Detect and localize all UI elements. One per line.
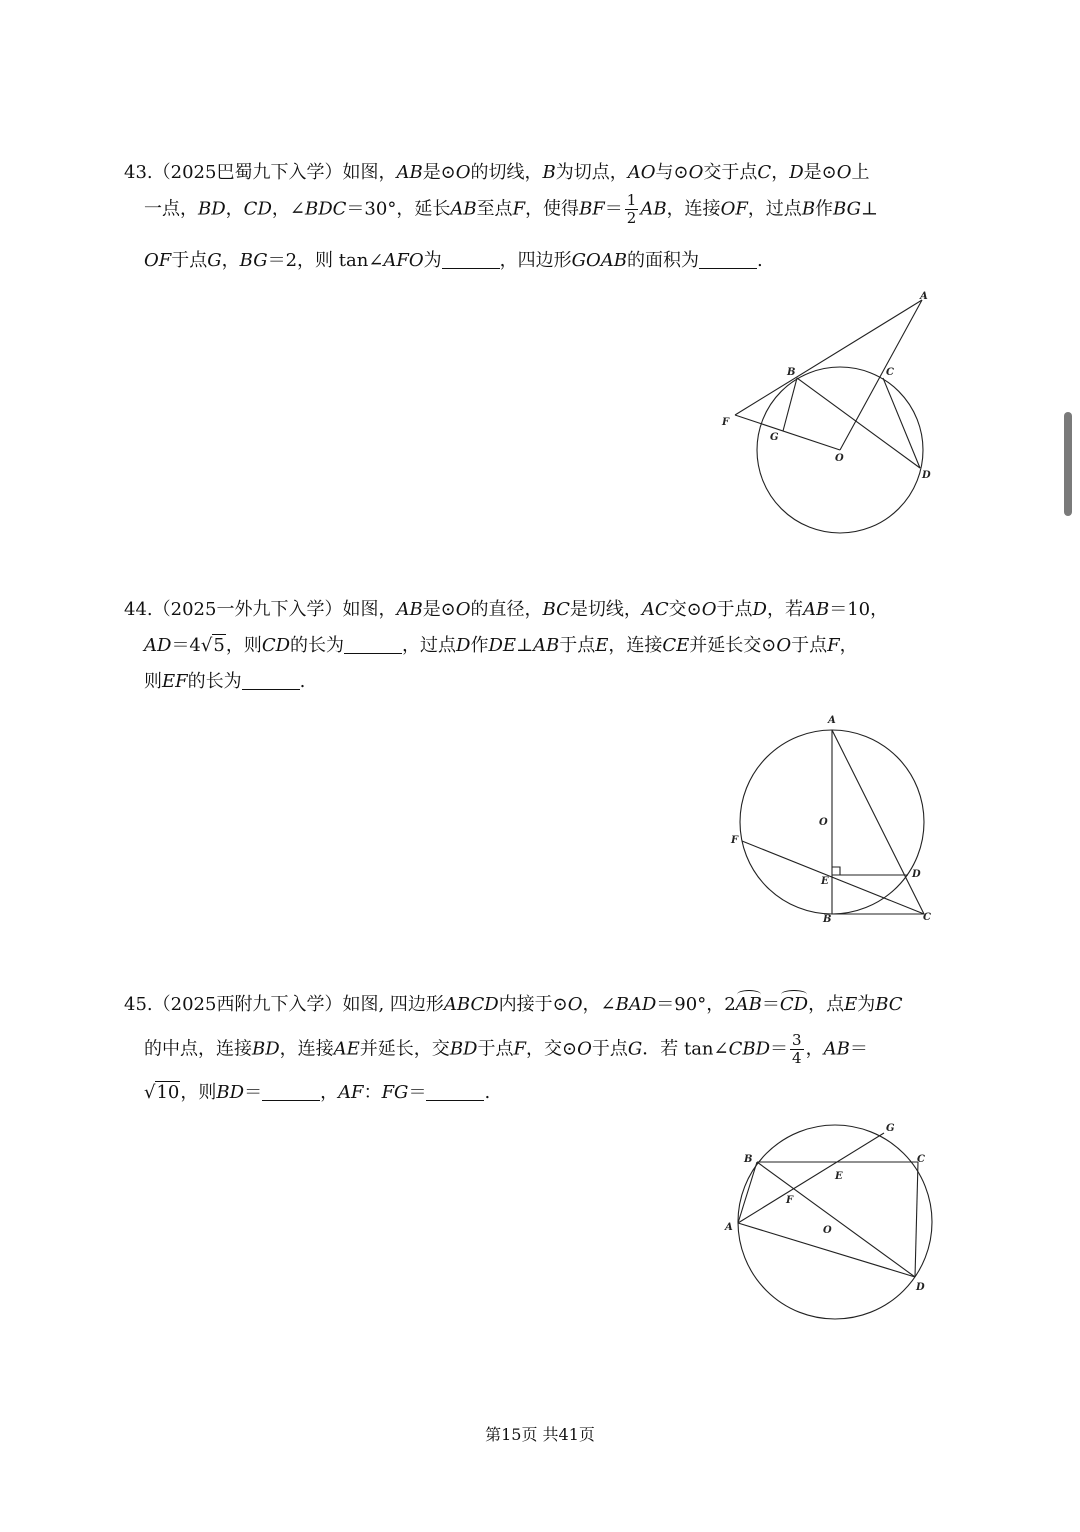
question-45-line-2: 的中点，连接BD，连接AE并延长，交BD于点F，交⊙O于点G．若 tan∠CBD＝ $\frac{3}{4}$ ，AB＝ xyxy=(144,1031,868,1067)
question-43-line-3: OF于点G，BG＝2，则 tan∠AFO为 ，四边形GOAB的面积为 . xyxy=(144,250,763,271)
circle-o xyxy=(738,1125,932,1319)
question-44-line-3: 则EF的长为 . xyxy=(144,671,306,692)
point-label: O xyxy=(819,817,828,828)
line-ag xyxy=(738,1133,884,1223)
figure-43 xyxy=(700,285,960,545)
line-fo xyxy=(735,415,840,450)
point-label: D xyxy=(912,869,921,880)
point-label: G xyxy=(886,1123,895,1134)
question-number: 43 xyxy=(124,162,147,183)
point-label: A xyxy=(920,291,928,302)
answer-blank xyxy=(699,250,757,269)
point-label: B xyxy=(787,367,796,378)
point-label: A xyxy=(828,715,836,726)
point-label: C xyxy=(923,912,931,923)
point-label: E xyxy=(835,1171,843,1182)
question-source: （2025巴蜀九下入学） xyxy=(152,162,343,183)
point-label: F xyxy=(786,1195,794,1206)
question-45-line-3: √10，则BD＝ ，AF：FG＝ . xyxy=(144,1082,491,1103)
question-source: （2025一外九下入学） xyxy=(152,599,343,620)
question-source: （2025西附九下入学） xyxy=(152,994,343,1015)
question-43-line-1: 43.（2025巴蜀九下入学）如图，AB是⊙O的切线，B为切点，AO与⊙O交于点C，D是⊙O上 xyxy=(124,162,870,183)
point-label: C xyxy=(886,367,894,378)
line-ao xyxy=(840,300,922,450)
question-43-line-2: 一点，BD，CD，∠BDC＝30°，延长AB至点F，使得BF＝ $\frac{1}{2}$ AB，连接OF，过点B作BG⊥ xyxy=(144,191,878,227)
answer-blank xyxy=(242,671,300,690)
point-label: B xyxy=(744,1154,753,1165)
square-root: √10 xyxy=(144,1082,180,1103)
line-ab xyxy=(738,1162,757,1223)
line-ac xyxy=(832,730,924,914)
line-fa xyxy=(735,300,922,415)
point-label: C xyxy=(917,1154,925,1165)
question-45-line-1: 45.（2025西附九下入学）如图, 四边形ABCD内接于⊙O，∠BAD＝90°，2AB＝CD，点E为BC xyxy=(124,994,903,1015)
point-label: O xyxy=(823,1225,832,1236)
right-angle-mark xyxy=(832,867,840,875)
page-footer: 第15页 共41页 xyxy=(485,1425,595,1444)
point-label: F xyxy=(722,417,730,428)
point-label: E xyxy=(821,876,829,887)
point-label: F xyxy=(731,835,739,846)
line-fc xyxy=(742,841,924,914)
question-number: 45 xyxy=(124,994,147,1015)
arc-ab: AB xyxy=(735,994,762,1015)
point-label: A xyxy=(725,1222,733,1233)
answer-blank xyxy=(442,250,500,269)
scrollbar-thumb[interactable] xyxy=(1064,412,1072,516)
point-label: D xyxy=(916,1282,925,1293)
line-cd xyxy=(915,1162,918,1277)
point-label: B xyxy=(823,914,832,925)
question-44-line-1: 44.（2025一外九下入学）如图，AB是⊙O的直径，BC是切线，AC交⊙O于点D，若AB＝10， xyxy=(124,599,889,620)
figure-45 xyxy=(715,1115,955,1335)
question-number: 44 xyxy=(124,599,147,620)
point-label: D xyxy=(922,470,931,481)
figure-44 xyxy=(720,710,950,930)
arc-cd: CD xyxy=(779,994,809,1015)
answer-blank xyxy=(426,1082,484,1101)
point-label: O xyxy=(835,453,844,464)
question-44-line-2: AD＝4√5，则CD的长为 ，过点D作DE⊥AB于点E，连接CE并延长交⊙O于点F， xyxy=(144,635,858,656)
point-label: G xyxy=(770,432,779,443)
fraction-three-quarters: $\frac{3}{4}$ xyxy=(792,1031,802,1067)
answer-blank xyxy=(262,1082,320,1101)
answer-blank xyxy=(344,635,402,654)
square-root: √5 xyxy=(200,635,225,656)
fraction-one-half: $\frac{1}{2}$ xyxy=(626,191,637,227)
line-bg xyxy=(783,378,797,431)
